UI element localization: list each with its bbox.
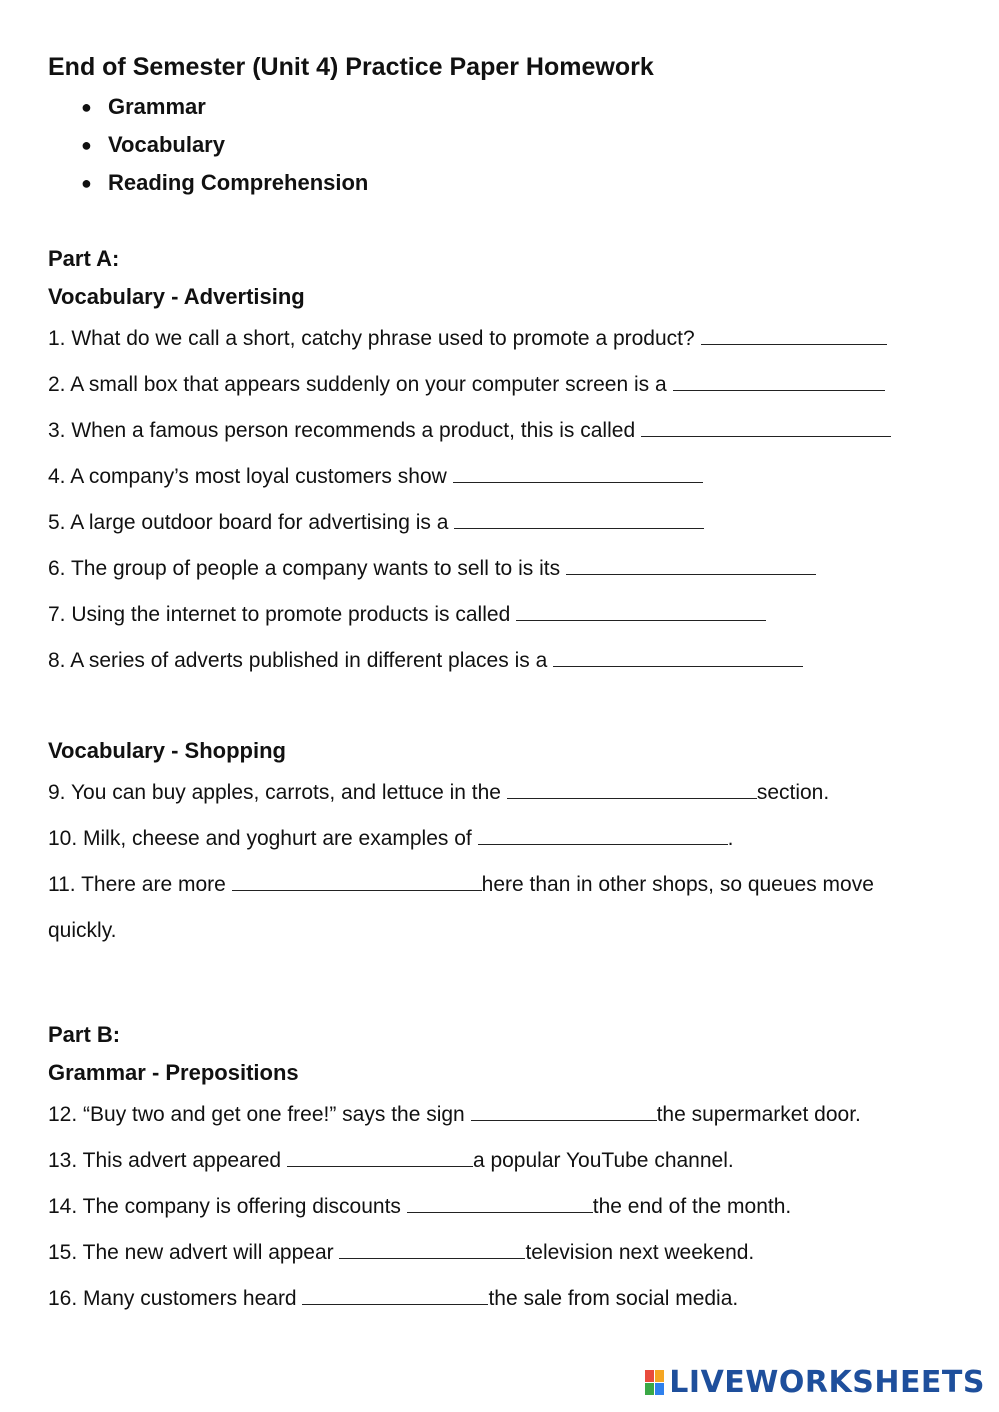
- question-11-continuation: quickly.: [48, 919, 117, 942]
- part-a-label: Part A:: [48, 246, 120, 271]
- bullet-icon: ●: [81, 135, 92, 155]
- shopping-heading: Vocabulary - Shopping: [48, 738, 286, 763]
- bullet-icon: ●: [81, 97, 92, 117]
- question-11: 11. There are more here than in other shops, so queues move: [48, 862, 968, 908]
- worksheet-page: [48, 50, 968, 1322]
- answer-blank-3[interactable]: [641, 416, 891, 437]
- answer-blank-12[interactable]: [471, 1100, 657, 1121]
- topic-list: [48, 88, 968, 202]
- bullet-icon: ●: [81, 173, 92, 193]
- answer-blank-2[interactable]: [673, 370, 885, 391]
- answer-blank-4[interactable]: [453, 462, 703, 483]
- answer-blank-5[interactable]: [454, 508, 704, 529]
- advertising-heading: Vocabulary - Advertising: [48, 284, 305, 309]
- answer-blank-9[interactable]: [507, 778, 757, 799]
- logo-blocks-icon: [645, 1370, 665, 1396]
- question-15: 15. The new advert will appear television next weekend.: [48, 1230, 968, 1276]
- answer-blank-11[interactable]: [232, 870, 482, 891]
- question-16: 16. Many customers heard the sale from social media.: [48, 1276, 968, 1322]
- answer-blank-7[interactable]: [516, 600, 766, 621]
- answer-blank-6[interactable]: [566, 554, 816, 575]
- answer-blank-13[interactable]: [287, 1146, 473, 1167]
- question-9: 9. You can buy apples, carrots, and lettuce in the section.: [48, 770, 968, 816]
- question-10: 10. Milk, cheese and yoghurt are examples of .: [48, 816, 968, 862]
- topic-item: ● Reading Comprehension: [48, 164, 968, 202]
- prepositions-heading: Grammar - Prepositions: [48, 1060, 299, 1085]
- part-b-label: Part B:: [48, 1022, 121, 1047]
- topic-item: ● Vocabulary: [48, 126, 968, 164]
- answer-blank-14[interactable]: [407, 1192, 593, 1213]
- answer-blank-16[interactable]: [302, 1284, 488, 1305]
- question-7: 7. Using the internet to promote products is called: [48, 592, 968, 638]
- question-3: 3. When a famous person recommends a product, this is called: [48, 408, 968, 454]
- topic-item: ● Grammar: [48, 88, 968, 126]
- question-14: 14. The company is offering discounts the end of the month.: [48, 1184, 968, 1230]
- page-title: End of Semester (Unit 4) Practice Paper Homework: [48, 53, 654, 81]
- answer-blank-1[interactable]: [701, 324, 887, 345]
- answer-blank-8[interactable]: [553, 646, 803, 667]
- liveworksheets-logo: [645, 1365, 985, 1400]
- question-1: 1. What do we call a short, catchy phrase used to promote a product?: [48, 316, 968, 362]
- logo-text: LIVEWORKSHEETS: [669, 1365, 985, 1400]
- question-5: 5. A large outdoor board for advertising is a: [48, 500, 968, 546]
- question-2: 2. A small box that appears suddenly on your computer screen is a: [48, 362, 968, 408]
- question-4: 4. A company’s most loyal customers show: [48, 454, 968, 500]
- question-12: 12. “Buy two and get one free!” says the sign the supermarket door.: [48, 1092, 968, 1138]
- question-13: 13. This advert appeared a popular YouTube channel.: [48, 1138, 968, 1184]
- answer-blank-15[interactable]: [339, 1238, 525, 1259]
- question-8: 8. A series of adverts published in different places is a: [48, 638, 968, 684]
- answer-blank-10[interactable]: [478, 824, 728, 845]
- question-6: 6. The group of people a company wants to sell to is its: [48, 546, 968, 592]
